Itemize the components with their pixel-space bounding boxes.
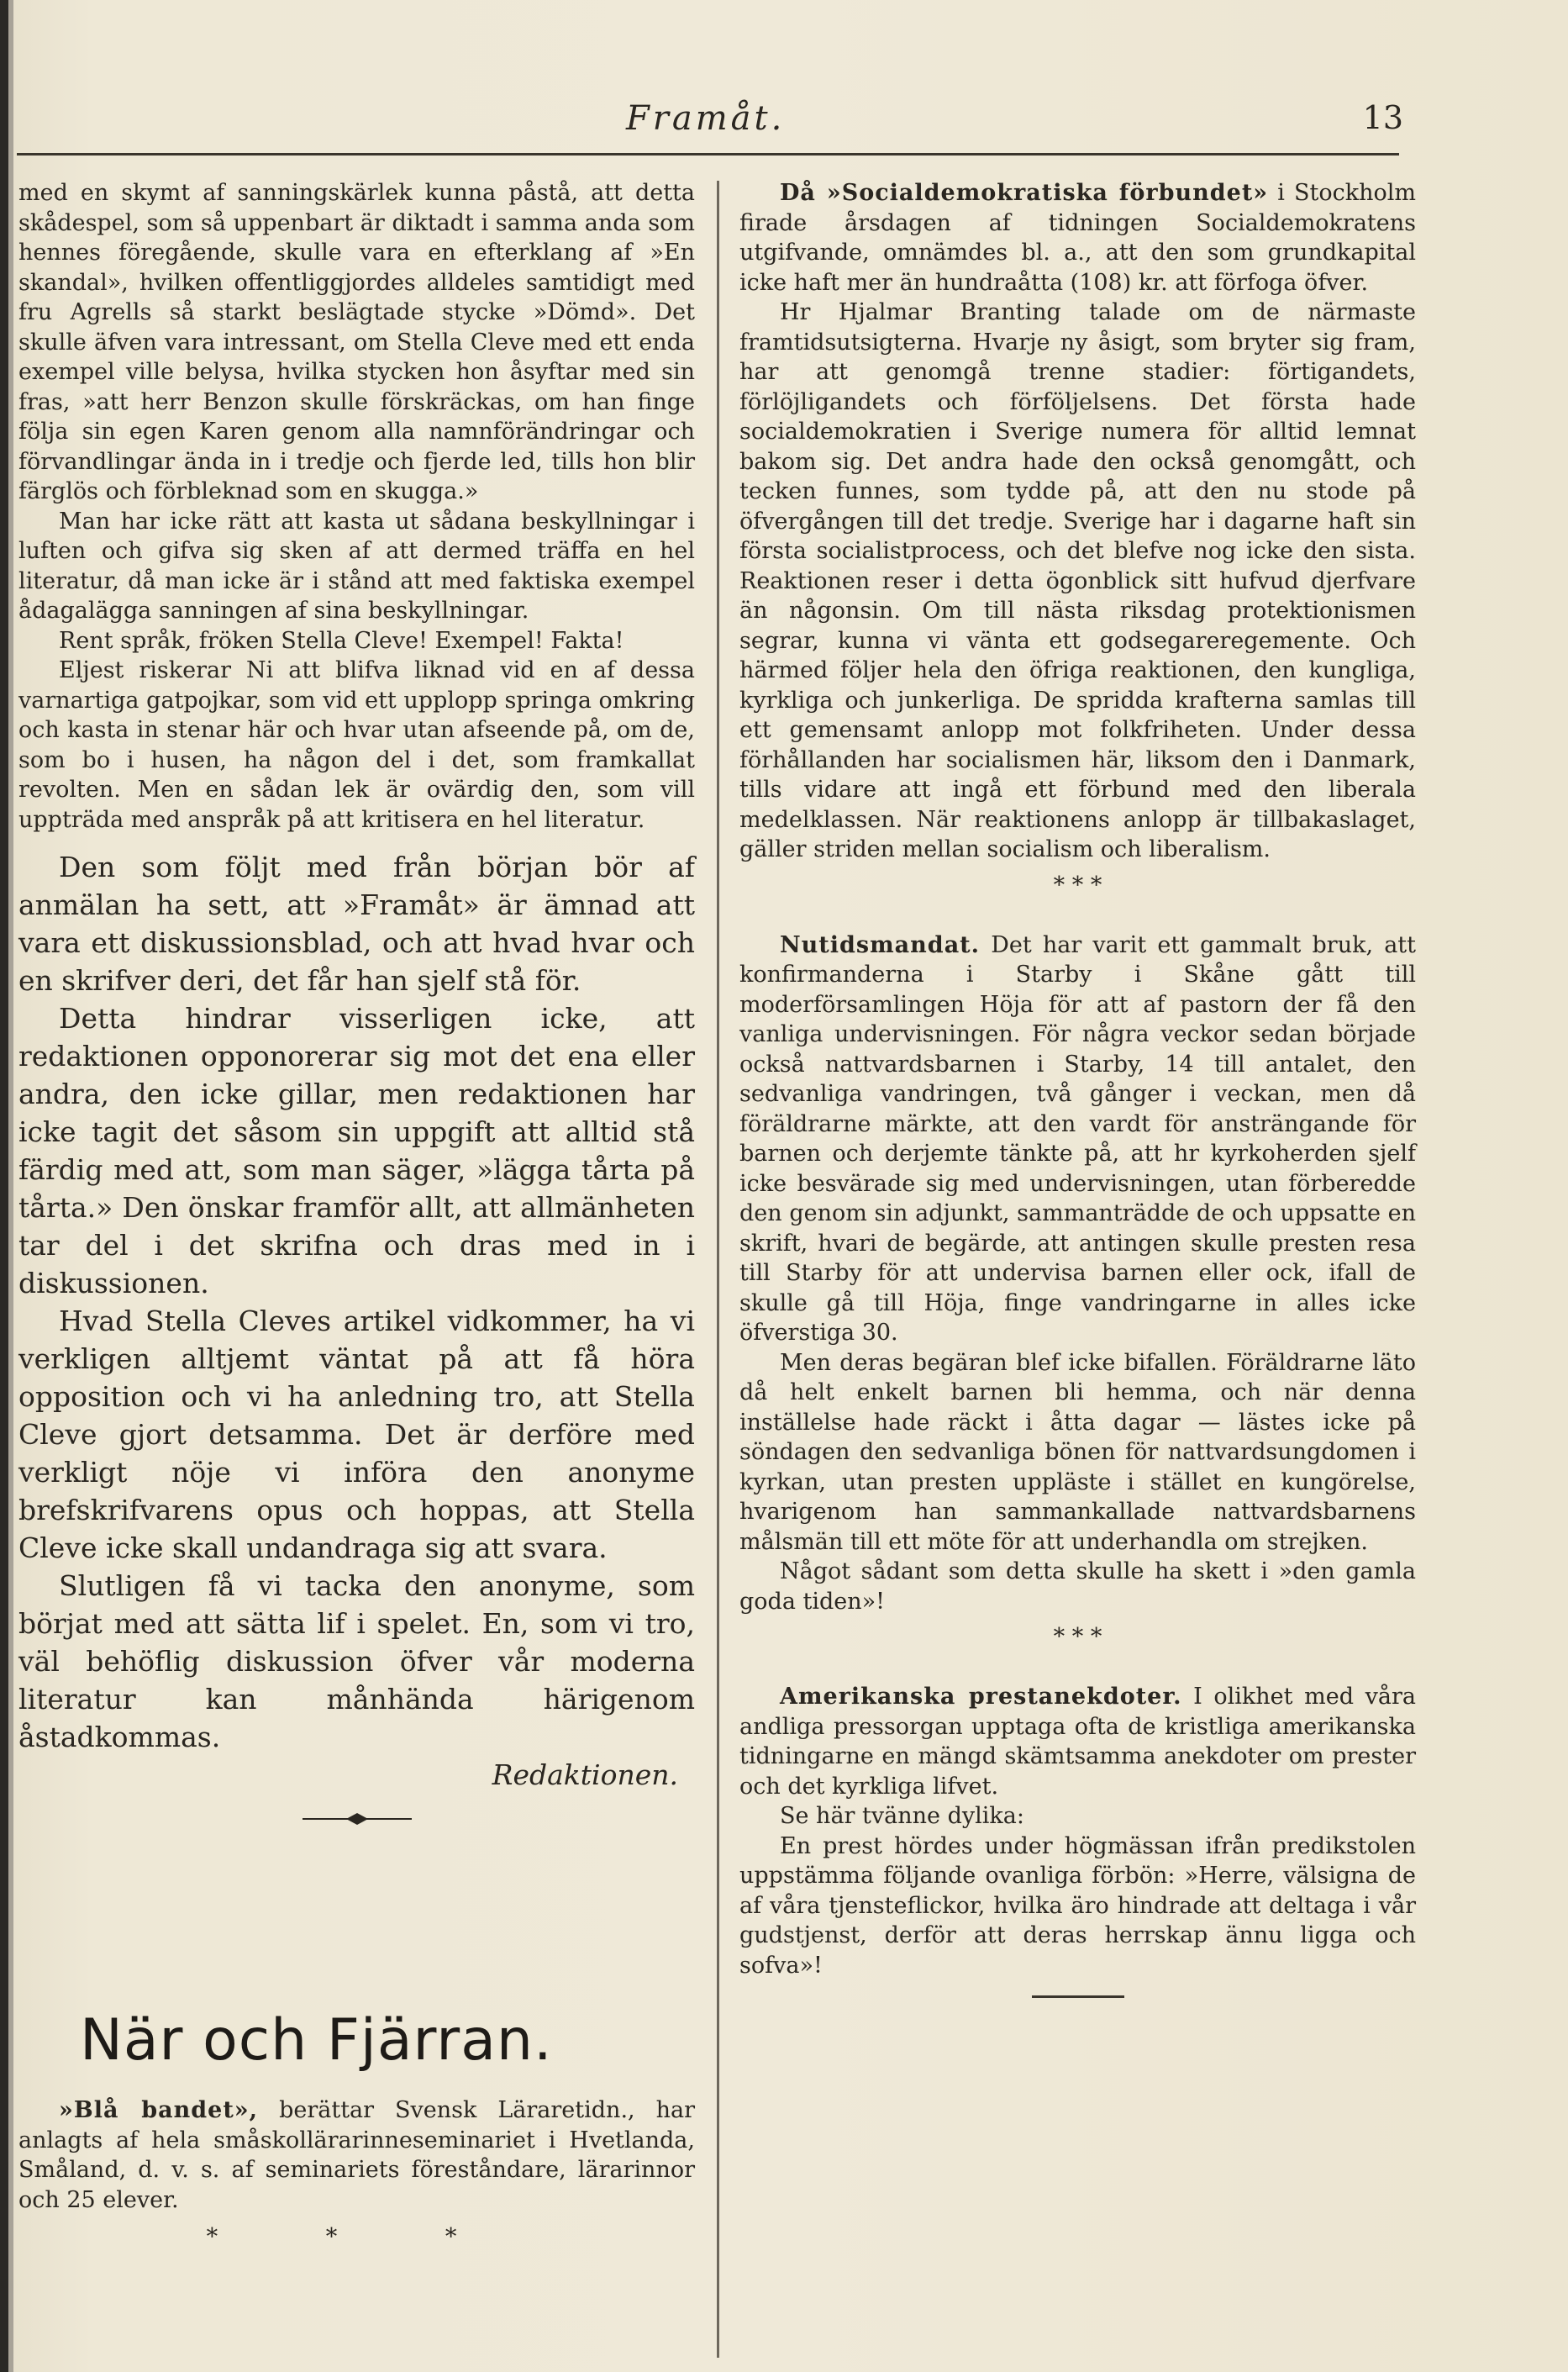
news-body: berättar Svensk Läraretidn., har anlagts af hela småskollärarinneseminariet i Hvetlanda, Småland, d. v. s. af seminariets föreståndare, lärarinnor och 25 elever. — [18, 2097, 696, 2213]
editorial-signature: Redaktionen. — [492, 1758, 678, 1791]
news-paragraph: Något sådant som detta skulle ha skett i »den gamla goda tiden»! — [739, 1558, 1416, 1615]
news-paragraph: Se här tvänne dylika: — [780, 1803, 1024, 1829]
header-rule — [17, 153, 1399, 155]
page-number: 13 — [1362, 99, 1403, 136]
editorial-paragraph: Hvad Stella Cleves artikel vidkommer, ha vi verkligen alltjemt väntat på att få höra opposition och vi ha anledning tro, att Stella Cleve gjort detsamma. Det är derföre med verkligt nöje vi införa den anonyme brefskrifvarens opus och hoppas, att Stella Cleve icke skall undandraga sig att svara. — [18, 1305, 695, 1564]
news-body: Det har varit ett gammalt bruk, att konfirmanderna i Starby i Skåne gått till moderförsamlingen Höja för att af pastorn der få den vanliga undervisningen. För några veckor sedan började också nattvardsbarnen i Starby, 14 till antalet, den sedvanliga vandringen, två gånger i veckan, men då föräldrarne märkte, att den vardt för ansträngande för barnen och derjemte tänkte på, att hr kyrkoherden sjelf icke besvärade sig med undervisningen, utan förberedde den genom sin adjunkt, sammanträdde de och uppsatte en skrift, hvari de begärde, att antingen skulle presten resa till Starby för att undervisa barnen eller ock, ifall de skulle gå till Höja, finge vandringarne in alles icke öfverstiga 30. — [739, 931, 1416, 1346]
news-body: i Stockholm firade årsdagen af tidningen Socialdemokratens utgifvande, omnämdes bl. a., att den som grundkapital icke haft mer än hundraåtta (108) kr. att förfoga öfver. — [739, 180, 1416, 296]
editorial-paragraph: Slutligen få vi tacka den anonyme, som börjat med att sätta lif i spelet. En, som vi tro, väl behöflig diskussion öfver vår moderna literatur kan månhända härigenom åstadkommas. — [18, 1569, 695, 1753]
news-item-blue-ribbon — [18, 2095, 695, 2252]
news-lead: Då »Socialdemokratiska förbundet» — [780, 180, 1269, 206]
news-paragraph: Hr Hjalmar Branting talade om de närmaste framtidsutsigterna. Hvarje ny åsigt, som bryter sig fram, har att genomgå trenne stadier: förtigandets, förlöjligandets och förföljelsens. Det första hade socialdemokratien i Sverige numera för alltid lemnat bakom sig. Det andra hade den också genomgått, och tecken funnes, som tydde på, att den nu stode på öfvergången till det tredje. Sverige har i dagarne haft sin första socialistprocess, och det blefve nog icke den sista. Reaktionen reser i detta ögonblick sitt hufvud djerfvare än någonsin. Om till nästa riksdag protektionismen segrar, kunna vi vänta ett godsegareregemente. Och härmed följer hela den öfriga reaktionen, den kungliga, kyrkliga och junkerliga. De spridda krafterna samlas till ett gemensamt anlopp mot folkfriheten. Under dessa förhållanden har socialismen här, liksom den i Danmark, tills vidare att ingå ett förbund med den liberala medelklassen. När reaktionens anlopp är tillbakaslaget, gäller striden mellan socialism och liberalism. — [739, 299, 1416, 862]
letter-paragraph: Man har icke rätt att kasta ut sådana beskyllningar i luften och gifva sig sken af att dermed träffa en hel literatur, då man icke är i stånd att med faktiska exempel ådagalägga sanningen af sina beskyllningar. — [18, 508, 695, 624]
page-edge-gutter — [8, 0, 13, 2372]
asterism: * * * — [1053, 1624, 1102, 1650]
end-rule — [1032, 1995, 1124, 1998]
letter-paragraph: med en skymt af sanningskärlek kunna påstå, att detta skådespel, som så uppenbart är diktadt i samma anda som hennes föregående, skulle vara en efterklang af »En skandal», hvilken offentliggjordes alldeles samtidigt med fru Agrells så starkt beslägtade stycke »Dömd». Det skulle äfven vara intressant, om Stella Cleve med ett enda exempel ville belysa, hvilka stycken hon åsyftar med sin fras, »att herr Benzon skulle förskräckas, om han finge följa sin egen Karen genom alla namnförändringar och förvandlingar ända in i tredje och fjerde led, tills hon blir färglös och förbleknad som en skugga.» — [18, 180, 695, 504]
masthead-title: Framåt. — [626, 99, 786, 138]
letter-paragraph: Rent språk, fröken Stella Cleve! Exempel! Fakta! — [59, 627, 624, 654]
asterism: * * * — [206, 2224, 508, 2250]
news-lead: Amerikanska prestanekdoter. — [780, 1684, 1182, 1710]
news-body: I olikhet med våra andliga pressorgan upptaga ofta de kristliga amerikanska tidningarne en mängd skämtsamma anekdoter om prester och det kyrkliga lifvet. — [739, 1684, 1416, 1800]
right-column — [739, 178, 1416, 1998]
page-edge-shadow — [0, 0, 8, 2372]
editorial-paragraph: Den som följt med från början bör af anmälan ha sett, att »Framåt» är ämnad att vara ett diskussionsblad, och att hvad hvar och en skrifver deri, det får han sjelf stå för. — [18, 851, 695, 997]
section-title: När och Fjärran. — [80, 2007, 553, 2074]
ornament-divider-icon — [303, 1811, 412, 1827]
letter-paragraph: Eljest riskerar Ni att blifva liknad vid en af dessa varnartiga gatpojkar, som vid ett upplopp springa omkring och kasta in stenar här och hvar utan afseende på, om de, som bo i husen, ha någon del i det, som framkallat revolten. Men en sådan lek är ovärdig den, som vill uppträda med anspråk på att kritisera en hel literatur. — [18, 657, 695, 833]
news-paragraph: Men deras begäran blef icke bifallen. Föräldrarne läto då helt enkelt barnen bli hemma, och när denna inställelse hade räckt i åtta dagar — lästes icke på söndagen den sedvanliga bönen för nattvardsungdomen i kyrkan, utan presten uppläste i stället en kungörelse, hvarigenom han sammankallade nattvardsbarnens målsmän till ett möte för att underhandla om strejken. — [739, 1349, 1416, 1555]
news-paragraph: En prest hördes under högmässan ifrån predikstolen uppstämma följande ovanliga förbön: »Herre, välsigna de af våra tjensteflickor, hvilka äro hindrade att deltaga i vår gudstjenst, derför att deras herrskap ännu ligga och sofva»! — [739, 1832, 1416, 1979]
left-column — [18, 178, 695, 1827]
column-divider — [717, 181, 719, 2358]
asterism: * * * — [1053, 872, 1102, 899]
news-lead: »Blå bandet», — [59, 2097, 259, 2123]
editorial-paragraph: Detta hindrar visserligen icke, att redaktionen opponorerar sig mot det ena eller andra, den icke gillar, men redaktionen har icke tagit det såsom sin uppgift att alltid stå färdig med att, som man säger, »lägga tårta på tårta.» Den önskar framför allt, att allmänheten tar del i det skrifna och dras med in i diskussionen. — [18, 1002, 695, 1299]
news-lead: Nutidsmandat. — [780, 931, 981, 958]
